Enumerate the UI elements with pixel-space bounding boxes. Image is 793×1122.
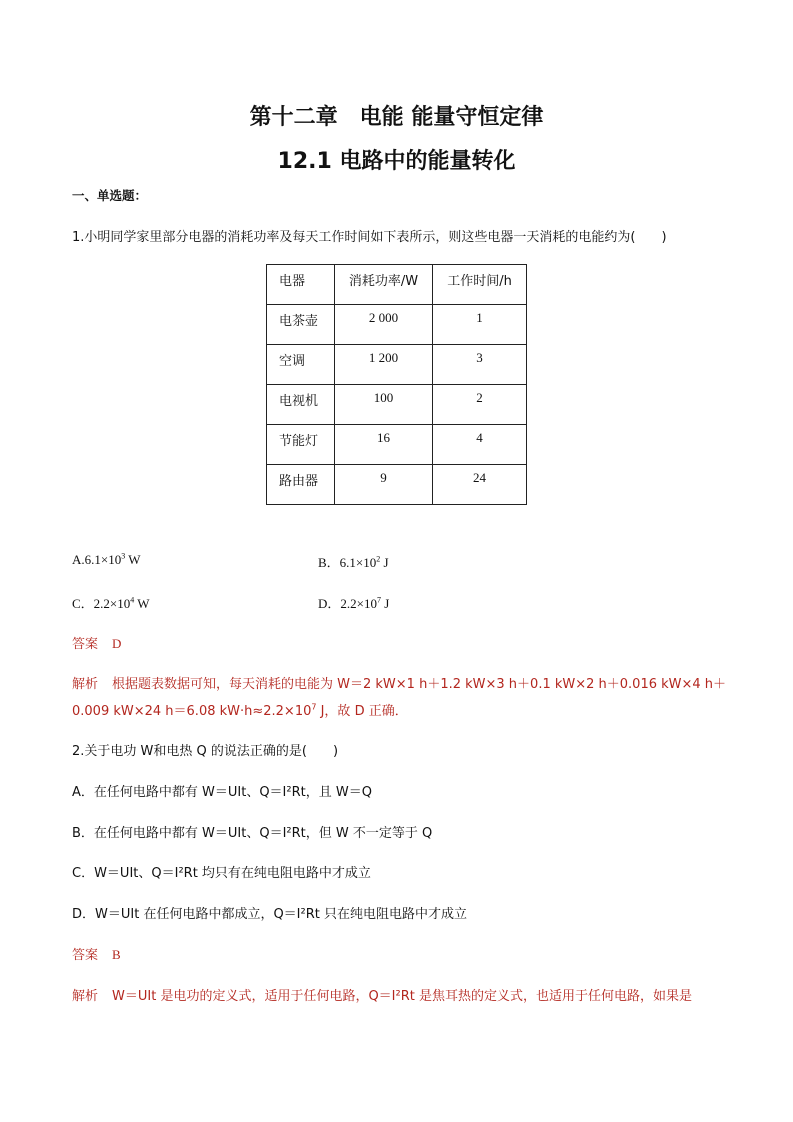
question-1-stem: 1.小明同学家里部分电器的消耗功率及每天工作时间如下表所示，则这些电器一天消耗的电能约为( ) <box>72 230 667 245</box>
table-row <box>267 305 527 345</box>
table-header-row <box>267 265 527 305</box>
table-cell: 路由器 <box>267 465 335 505</box>
explanation-label: 解析 <box>72 989 99 1004</box>
table-cell: 16 <box>335 425 433 465</box>
table-cell: 9 <box>335 465 433 505</box>
part-label: 一、单选题： <box>72 188 148 203</box>
power-table <box>266 264 527 505</box>
table-cell: 1 <box>433 305 527 345</box>
table-cell: 4 <box>433 425 527 465</box>
answer-value: B <box>112 947 121 962</box>
section-title: 12.1 电路中的能量转化 <box>277 149 516 174</box>
question-1-option-b <box>318 552 389 571</box>
table-header-cell: 电器 <box>267 265 335 305</box>
explanation-text: 根据题表数据可知，每天消耗的电能为 W＝2 kW×1 h＋1.2 kW×3 h＋0.1 kW×2 h＋0.016 kW×4 h＋ <box>112 677 727 692</box>
table-row <box>267 425 527 465</box>
option-d-exponent: 7 <box>376 595 381 605</box>
answer-label: 答案 <box>72 637 99 652</box>
option-c-exponent: 4 <box>130 595 135 605</box>
table-cell: 1 200 <box>335 345 433 385</box>
option-d-unit: J <box>380 596 390 611</box>
chapter-title: 第十二章 电能 能量守恒定律 <box>249 105 544 130</box>
question-2-explanation-line-1 <box>72 985 692 1004</box>
table-cell: 节能灯 <box>267 425 335 465</box>
question-1-option-c <box>72 593 150 612</box>
question-1-option-d <box>318 593 389 612</box>
question-1-option-a <box>72 552 141 568</box>
table-cell: 24 <box>433 465 527 505</box>
explanation-text: 0.009 kW×24 h＝6.08 kW·h≈2.2×10 <box>72 704 312 719</box>
explanation-text: W＝UIt 是电功的定义式，适用于任何电路，Q＝I²Rt 是焦耳热的定义式，也适用于任何电路，如果是 <box>112 989 692 1004</box>
option-c-prefix: C．2.2×10 <box>72 596 131 611</box>
option-b-exponent: 2 <box>376 554 381 564</box>
option-b-unit: J <box>380 555 389 570</box>
question-2-option-d: D．W＝UIt 在任何电路中都成立，Q＝I²Rt 只在纯电阻电路中才成立 <box>72 907 467 922</box>
question-2-option-c: C．W＝UIt、Q＝I²Rt 均只有在纯电阻电路中才成立 <box>72 866 371 881</box>
explanation-exponent: 7 <box>311 702 317 712</box>
question-2-option-b: B．在任何电路中都有 W＝UIt、Q＝I²Rt，但 W 不一定等于 Q <box>72 826 433 841</box>
table-header-cell: 消耗功率/W <box>335 265 433 305</box>
question-2-stem: 2.关于电功 W和电热 Q 的说法正确的是( ) <box>72 744 339 759</box>
question-1-answer <box>72 633 121 652</box>
table-cell: 100 <box>335 385 433 425</box>
question-1-explanation-line-1 <box>72 673 726 692</box>
answer-value: D <box>112 636 122 651</box>
explanation-label: 解析 <box>72 677 99 692</box>
option-a-exponent: 3 <box>121 551 126 561</box>
question-1-explanation-line-2 <box>72 700 408 719</box>
table-cell: 空调 <box>267 345 335 385</box>
table-cell: 3 <box>433 345 527 385</box>
option-c-unit: W <box>134 596 150 611</box>
table-cell: 2 <box>433 385 527 425</box>
table-row <box>267 345 527 385</box>
question-2-option-a: A．在任何电路中都有 W＝UIt、Q＝I²Rt，且 W＝Q <box>72 785 372 800</box>
explanation-text: J，故 D 正确． <box>316 704 408 719</box>
table-cell: 电视机 <box>267 385 335 425</box>
table-row <box>267 385 527 425</box>
question-2-answer <box>72 944 121 963</box>
table-header-cell: 工作时间/h <box>433 265 527 305</box>
table-row <box>267 465 527 505</box>
option-a-prefix: A.6.1×10 <box>72 552 122 567</box>
table-cell: 电茶壶 <box>267 305 335 345</box>
option-a-unit: W <box>125 552 141 567</box>
option-d-prefix: D．2.2×10 <box>318 596 377 611</box>
option-b-prefix: B．6.1×10 <box>318 555 377 570</box>
table-cell: 2 000 <box>335 305 433 345</box>
answer-label: 答案 <box>72 948 99 963</box>
